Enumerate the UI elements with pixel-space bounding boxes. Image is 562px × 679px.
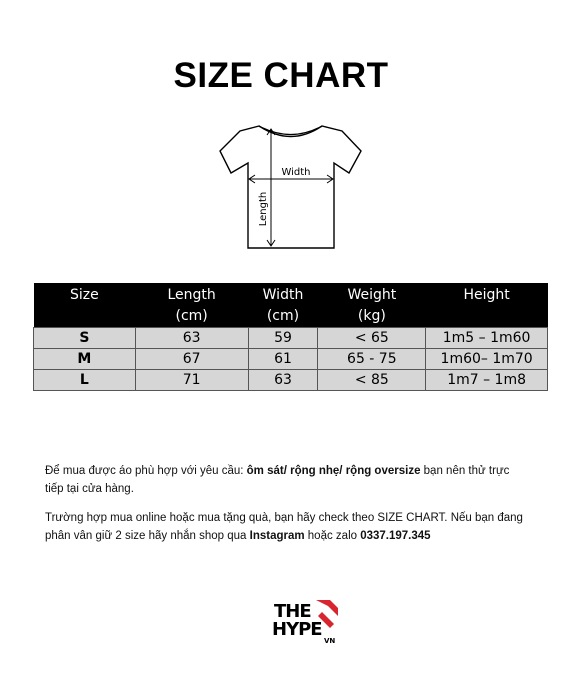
width-cell: 59 (248, 328, 318, 349)
size-cell: M (34, 349, 136, 370)
height-cell: 1m60– 1m70 (426, 349, 548, 370)
header-length: Length (cm) (135, 283, 248, 328)
length-cell: 67 (135, 349, 248, 370)
instagram-link: Instagram (249, 530, 305, 542)
table-header-row (34, 283, 548, 328)
tshirt-outline (220, 126, 361, 248)
fit-note: Để mua được áo phù hợp với yêu cầu: ôm sát/ rộng nhẹ/ rộng oversize bạn nên thử trực tiếp tại cửa hàng. (45, 465, 510, 495)
tshirt-diagram (218, 121, 364, 251)
weight-cell: < 85 (318, 370, 426, 391)
header-height: Height (426, 283, 548, 328)
the-hype-logo (272, 598, 342, 644)
header-weight: Weight (kg) (318, 283, 426, 328)
width-label: Width (281, 167, 311, 178)
logo-accent-stripe (316, 600, 338, 616)
logo-text-line2: HYPE (272, 619, 322, 640)
table-row (34, 349, 548, 370)
size-cell: L (34, 370, 136, 391)
order-note: Trường hợp mua online hoặc mua tặng quà, bạn hãy check theo SIZE CHART. Nếu bạn đang phân vân giữ 2 size hãy nhắn shop qua Instagram hoặc zalo 0337.197.345 (45, 512, 523, 542)
weight-cell: < 65 (318, 328, 426, 349)
header-size: Size (34, 283, 136, 328)
logo-text-line1: THE (274, 601, 311, 622)
length-cell: 63 (135, 328, 248, 349)
width-cell: 61 (248, 349, 318, 370)
zalo-phone: 0337.197.345 (360, 530, 431, 542)
table-row (34, 370, 548, 391)
length-cell: 71 (135, 370, 248, 391)
table-row (34, 328, 548, 349)
page-title: SIZE CHART (173, 56, 389, 95)
height-cell: 1m7 – 1m8 (426, 370, 548, 391)
height-cell: 1m5 – 1m60 (426, 328, 548, 349)
size-cell: S (34, 328, 136, 349)
size-table (33, 283, 548, 391)
length-label: Length (258, 191, 269, 227)
weight-cell: 65 - 75 (318, 349, 426, 370)
logo-text-sub: VN (324, 637, 336, 644)
header-width: Width (cm) (248, 283, 318, 328)
width-cell: 63 (248, 370, 318, 391)
